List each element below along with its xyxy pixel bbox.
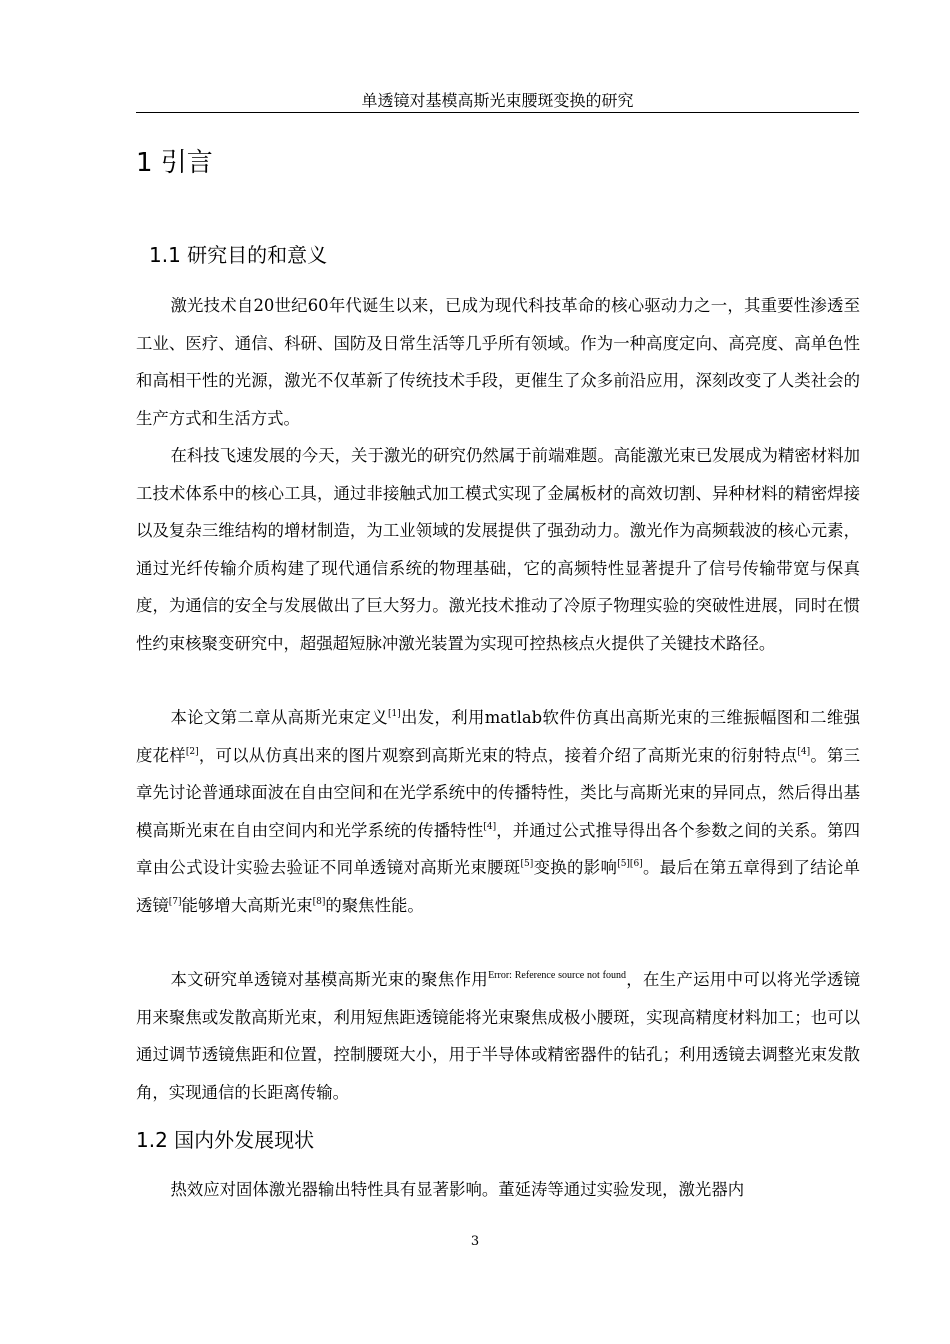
page-number: 3: [470, 1234, 480, 1249]
citation: [1]: [387, 709, 401, 719]
text-run: 。最后在第五章得到了结论单透镜: [136, 858, 861, 915]
paragraph-3: [136, 699, 860, 924]
text-run: 出发，利用matlab软件仿真出高斯光束的三维振幅图和二维强度花样: [136, 708, 861, 765]
reference-error: Error: Reference source not found: [488, 970, 626, 981]
text-run: 。第三章先讨论普通球面波在自由空间和在光学系统中的传播特性，类比与高斯光束的异同点，然后得出基模高斯光束在自由空间内和光学系统的传播特性: [136, 745, 861, 840]
text-run: 变换的影响: [533, 858, 618, 877]
section-title-1-2: 1.2 国内外发展现状: [136, 1128, 315, 1152]
citation: [2]: [185, 746, 199, 757]
text-run: 本论文第二章从高斯光束定义: [170, 708, 388, 727]
citation: [4]: [797, 746, 811, 757]
header-rule: [136, 112, 859, 113]
citation: [5]: [520, 859, 534, 869]
text-run: 本文研究单透镜对基模高斯光束的聚焦作用: [170, 970, 489, 989]
text-run: ，并通过公式推导得出各个参数之间的关系。第四章由公式设计实验去验证不同单透镜对高斯光束腰斑: [136, 820, 861, 877]
citation: [5][6]: [617, 859, 643, 869]
citation: [8]: [312, 896, 326, 907]
citation: [7]: [168, 896, 182, 907]
running-header: 单透镜对基模高斯光束腰斑变换的研究: [361, 91, 634, 110]
text-run: 的聚焦性能。: [325, 895, 424, 915]
paragraph-5: 热效应对固体激光器输出特性具有显著影响。董延涛等通过实验发现，激光器内: [170, 1180, 745, 1199]
text-run: ，在生产运用中可以将光学透镜用来聚焦或发散高斯光束，利用短焦距透镜能将光束聚焦成极小腰斑，实现高精度材料加工；也可以通过调节透镜焦距和位置，控制腰斑大小，用于半导体或精密器件的钻孔；利用透镜去调整光束发散角，实现通信的长距离传输。: [136, 970, 861, 1102]
text-run: 能够增大高斯光束: [181, 895, 313, 915]
paragraph-4: [136, 961, 860, 1111]
paragraph-2: 在科技飞速发展的今天，关于激光的研究仍然属于前端难题。高能激光束已发展成为精密材料加工技术体系中的核心工具，通过非接触式加工模式实现了金属板材的高效切割、异种材料的精密焊接以及复杂三维结构的增材制造，为工业领域的发展提供了强劲动力。激光作为高频载波的核心元素，通过光纤传输介质构建了现代通信系统的物理基础，它的高频特性显著提升了信号传输带宽与保真度，为通信的安全与发展做出了巨大努力。激光技术推动了冷原子物理实验的突破性进展，同时在惯性约束核聚变研究中，超强超短脉冲激光装置为实现可控热核点火提供了关键技术路径。: [136, 446, 860, 653]
chapter-title: 1 引言: [136, 148, 213, 178]
citation: [4]: [483, 821, 497, 832]
paragraph-1: 激光技术自20世纪60年代诞生以来，已成为现代科技革命的核心驱动力之一，其重要性渗透至工业、医疗、通信、科研、国防及日常生活等几乎所有领域。作为一种高度定向、高亮度、高单色性和高相干性的光源，激光不仅革新了传统技术手段，更催生了众多前沿应用，深刻改变了人类社会的生产方式和生活方式。: [136, 296, 860, 428]
section-title-1-1: 1.1 研究目的和意义: [149, 243, 328, 267]
text-run: ，可以从仿真出来的图片观察到高斯光束的特点，接着介绍了高斯光束的衍射特点: [198, 745, 798, 765]
